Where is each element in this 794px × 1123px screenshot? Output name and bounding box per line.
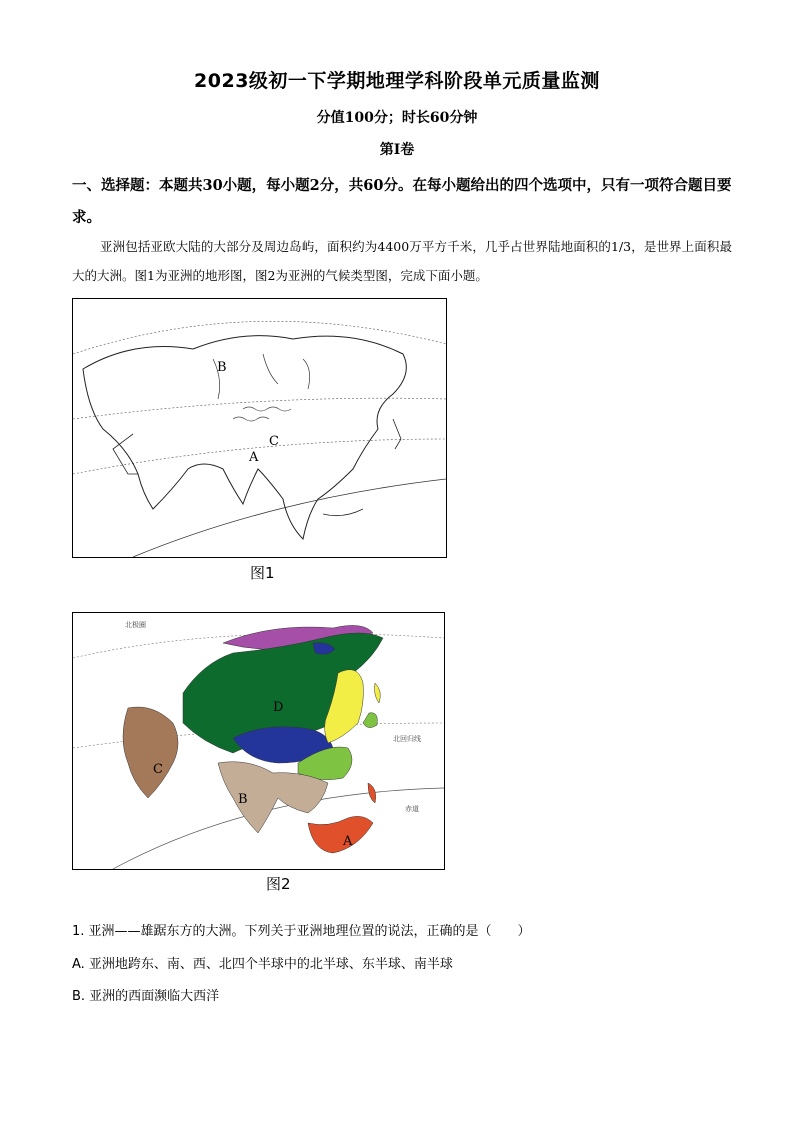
river-line — [263, 354, 278, 384]
climate-zones — [123, 625, 383, 853]
label-d: D — [273, 700, 284, 715]
map-frame-arc — [133, 479, 446, 557]
equator-line — [113, 788, 444, 869]
arctic-label: 北极圈 — [125, 621, 146, 629]
equator-label: 赤道 — [405, 805, 419, 813]
question-1-stem: 1. 亚洲——雄踞东方的大洲。下列关于亚洲地理位置的说法，正确的是（ ） — [72, 924, 531, 939]
figure-2-map — [72, 612, 445, 870]
question-1-option-b[interactable]: B. 亚洲的西面濒临大西洋 — [72, 989, 220, 1004]
asia-outline — [83, 336, 406, 539]
figure-1-map — [72, 298, 447, 558]
figure-2-svg — [73, 613, 444, 869]
label-b: B — [238, 792, 248, 807]
section-heading: 一、选择题：本题共30小题，每小题2分，共60分。在每小题给出的四个选项中，只有一项符合题目要求。 — [72, 177, 732, 226]
figure-2-caption: 图2 — [266, 875, 291, 893]
paper-title: 2023级初一下学期地理学科阶段单元质量监测 — [194, 70, 600, 92]
tropic-label: 北回归线 — [393, 735, 421, 743]
paper-subtitle: 分值100分；时长60分钟 — [316, 110, 478, 126]
islands-outline — [323, 509, 363, 516]
volume-label: 第Ⅰ卷 — [379, 142, 415, 158]
figure-1-caption: 图1 — [250, 564, 275, 582]
tropic-line — [73, 398, 446, 419]
label-a: A — [249, 450, 259, 465]
arabia-outline — [113, 434, 138, 474]
japan-outline — [393, 419, 401, 449]
desert-zone — [123, 707, 178, 798]
intro-paragraph: 亚洲包括亚欧大陆的大部分及周边岛屿，面积约为4400万平方千米，几乎占世界陆地面积的1/3，是世界上面积最大的大洲。图1为亚洲的地形图，图2为亚洲的气候类型图，完成下面小题。 — [72, 239, 732, 283]
label-b: B — [217, 360, 227, 375]
label-c: C — [269, 434, 279, 449]
subtropical-monsoon-japan — [363, 713, 377, 728]
temperate-monsoon-japan — [375, 683, 381, 703]
river-line — [303, 359, 310, 389]
mountain-range — [233, 417, 269, 421]
mountain-range — [243, 407, 291, 411]
rainforest-zone — [308, 816, 373, 853]
question-1-option-a[interactable]: A. 亚洲地跨东、南、西、北四个半球中的北半球、东半球、南半球 — [72, 957, 453, 972]
rainforest-islands — [368, 783, 376, 803]
figure-1-svg — [73, 299, 446, 557]
label-a: A — [343, 834, 353, 849]
label-c: C — [153, 762, 163, 777]
arctic-circle-line — [73, 321, 446, 354]
